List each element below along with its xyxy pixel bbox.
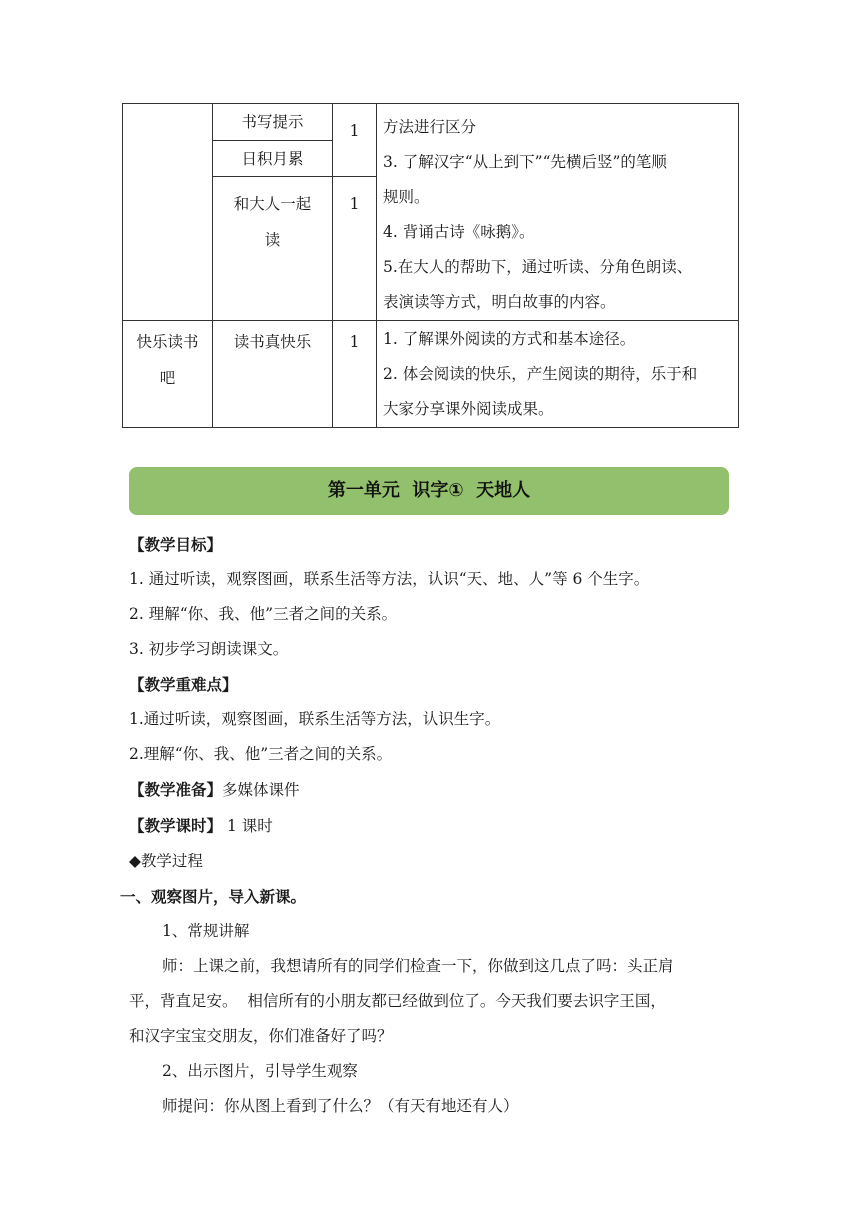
goals-cell xyxy=(377,321,739,428)
unit-name-line: 快乐读书 xyxy=(136,333,199,351)
periods-line xyxy=(129,808,749,844)
table-row xyxy=(123,104,739,141)
table-row xyxy=(123,321,739,428)
lesson-hours: 1 xyxy=(349,122,360,140)
objective-item: 2. 理解“你、我、他”三者之间的关系。 xyxy=(129,605,398,623)
step-title: 1、常规讲解 xyxy=(162,922,250,940)
goal-line: 2. 体会阅读的快乐，产生阅读的期待，乐于和 xyxy=(383,365,698,383)
goal-line: 表演读等方式，明白故事的内容。 xyxy=(383,293,616,311)
hours-cell xyxy=(333,321,377,428)
key-point-item: 1.通过听读，观察图画，联系生活等方法，认识生字。 xyxy=(129,710,501,728)
lesson-name-cell xyxy=(213,321,333,428)
goal-line: 3. 了解汉字“从上到下”“先横后竖”的笔顺 xyxy=(383,153,667,171)
lesson-name: 书写提示 xyxy=(241,113,304,131)
periods-value: 1 课时 xyxy=(222,817,273,835)
lesson-plan-table xyxy=(122,103,739,428)
lesson-name: 读书真快乐 xyxy=(233,333,312,351)
preparation-line xyxy=(129,772,749,808)
unit-cell xyxy=(123,321,213,428)
lesson-name: 日积月累 xyxy=(241,149,304,168)
lesson-hours: 1 xyxy=(349,195,360,213)
paragraph-line: 师：上课之前，我想请所有的同学们检查一下，你做到这几点了吗：头正肩 xyxy=(162,957,674,975)
goal-line: 规则。 xyxy=(383,188,430,206)
key-point-item: 2.理解“你、我、他”三者之间的关系。 xyxy=(129,745,393,763)
periods-heading: 【教学课时】 xyxy=(129,816,223,835)
goal-line: 4. 背诵古诗《咏鹅》。 xyxy=(383,223,535,241)
goal-line: 5.在大人的帮助下，通过听读、分角色朗读、 xyxy=(383,258,693,276)
lesson-name-line: 和大人一起 xyxy=(233,195,312,213)
process-heading: ◆教学过程 xyxy=(129,852,203,870)
preparation-value: 多媒体课件 xyxy=(222,781,300,799)
unit-name-line: 吧 xyxy=(159,369,176,387)
lesson-name-line: 读 xyxy=(264,231,281,249)
goal-line: 方法进行区分 xyxy=(383,118,477,136)
section-heading: 一、观察图片，导入新课。 xyxy=(120,887,307,906)
preparation-heading: 【教学准备】 xyxy=(129,780,223,799)
lesson-hours: 1 xyxy=(349,333,360,351)
paragraph-line: 师提问：你从图上看到了什么？（有天有地还有人） xyxy=(162,1097,519,1115)
hours-cell xyxy=(333,104,377,177)
objectives-heading: 【教学目标】 xyxy=(129,535,223,554)
key-points-heading: 【教学重难点】 xyxy=(129,675,238,694)
lesson-body xyxy=(120,527,749,1124)
lesson-name-cell xyxy=(213,177,333,321)
goal-line: 1. 了解课外阅读的方式和基本途径。 xyxy=(383,330,636,348)
lesson-title: 第一单元 识字① 天地人 xyxy=(327,480,531,501)
hours-cell xyxy=(333,177,377,321)
lesson-title-banner xyxy=(129,467,729,515)
step-title: 2、出示图片，引导学生观察 xyxy=(162,1062,358,1080)
paragraph-line: 和汉字宝宝交朋友，你们准备好了吗？ xyxy=(129,1027,393,1045)
lesson-name-cell xyxy=(213,104,333,141)
paragraph-line: 平，背直足安。 相信所有的小朋友都已经做到位了。今天我们要去识字王国， xyxy=(129,992,666,1010)
unit-cell-empty xyxy=(123,104,213,321)
objective-item: 1. 通过听读，观察图画，联系生活等方法，认识“天、地、人”等 6 个生字。 xyxy=(129,570,650,588)
goals-cell xyxy=(377,104,739,321)
goal-line: 大家分享课外阅读成果。 xyxy=(383,400,554,418)
lesson-name-cell xyxy=(213,141,333,177)
objective-item: 3. 初步学习朗读课文。 xyxy=(129,640,289,658)
